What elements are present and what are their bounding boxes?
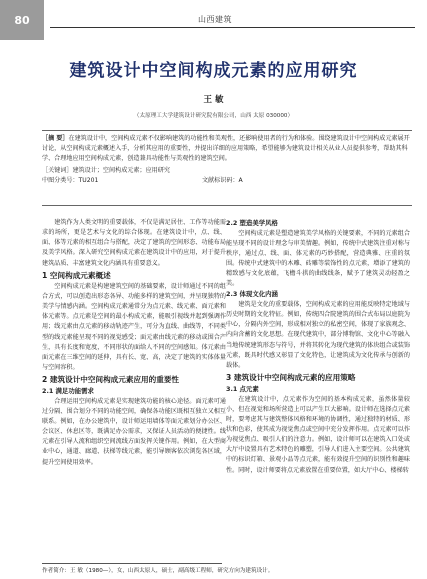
paragraph: 空间构成元素是塑造建筑美学风格的关键要素，不同的元素组合能呈现不同的设计理念与审美情趣。例如，传统中式建筑注重对称与秩序，通过点、线、面、体元素的巧妙搭配，营造典雅、庄重的氛围。传统中式建筑中的木雕、砖雕等装饰性的点元素，增添了建筑的精致感与文化底蕴，飞檐斗拱的曲线线条，赋予了建筑灵动轻盈之美。 <box>226 229 410 288</box>
abstract-label: ［摘 要］ <box>42 135 69 142</box>
subsection-heading: 2.3 体现文化内涵 <box>226 290 278 299</box>
document-code: 文献标识码：A <box>202 177 243 184</box>
header-rule <box>50 27 415 28</box>
abstract-text: 在建筑设计中，空间构成元素不仅影响建筑的功能性和美观性，还影响使用者的行为和体验。围绕建筑设计中空间构成元素展开讨论，从空间构成元素概述入手，分析其应用的重要性，并提出详细的应用策略，希望能够为建筑设计相关从业人员提供参考，帮助其科学、合理地应用空间构成元素，创造兼具功能性与美观性的建筑空间。 <box>42 135 410 162</box>
section-heading: 1 空间构成元素概述 <box>42 270 111 280</box>
subsection-heading: 2.2 塑造美学风格 <box>226 219 278 227</box>
paragraph: 空间构成元素是构建建筑空间的基础要素，设计师通过不同的组合方式，可以创造出形态各异、功能多样的建筑空间，并呈现独特的美学与情感内涵。空间构成元素通常分为点元素、线元素、面元素和体元素等。点元素是空间的最小构成元素，能吸引视线并起到强调作用；线元素由点元素的移动轨迹产生，可分为直线、曲线等，不同类型的线元素能呈现不同的视觉感受；面元素由线元素的移动或围合产生，具有长度和宽度，不同形状的面给人不同的空间感知。体元素由面元素在三维空间的延伸，具有长、宽、高，决定了建筑的实体体量与空间容积。 <box>42 282 226 372</box>
section-heading: 3 建筑设计中空间构成元素的应用策略 <box>226 373 356 383</box>
subsection-heading: 2.1 满足功能需求 <box>42 387 94 396</box>
article-title: 建筑设计中空间构成元素的应用研究 <box>69 61 358 81</box>
right-column <box>226 218 410 476</box>
journal-name: 山西建筑 <box>198 15 232 24</box>
author: 王 敏 <box>203 95 224 105</box>
abstract-box <box>42 130 412 206</box>
page-number-box <box>0 0 44 40</box>
clc-code: 中图分类号：TU201 <box>42 177 99 184</box>
left-column <box>42 218 226 468</box>
paragraph: 在建筑设计中，点元素作为空间的基本构成元素，虽然体量较小，但在视觉和场所营造上可以产生巨大影响。设计师在选择点元素时，要考虑其与建筑整体风格和环境的协调性，通过独特的材质、形状和色彩，使其成为视觉焦点或空间中充分发挥作用。点元素可以作为视觉焦点、吸引人们的注意力。例如，设计师可以在建筑入口处或大厅中设置具有艺术特色的雕塑，引导人们进入主要空间。公共建筑中的标识灯箱、景观小品等点元素，能有效提升空间的识别性和趣味性。同时，设计师要将点元素放置在重要位置，如大厅中心、楼梯转 <box>226 395 410 474</box>
abstract <box>42 134 412 164</box>
classification-row <box>42 176 412 186</box>
footnote-rule <box>42 563 222 564</box>
affiliation: （太原理工大学建筑设计研究院有限公司，山西 太原 030000） <box>133 113 294 119</box>
page-number: 80 <box>14 13 30 27</box>
keywords: ［关键词］建筑设计；空间构成元素；应用研究 <box>42 167 170 174</box>
footnote: 作者简介：王 敏（1980—），女，山西太原人，硕士，副高级工程师，研究方向为建筑设计。 <box>42 568 274 574</box>
paragraph: 建筑是文化的重要载体，空间构成元素的应用能反映特定地域与历史时期的文化特征。例如，传统四合院建筑的围合式布局以庭院为中心，分隔内外空间，形成相对独立的私密空间，体现了家族观念、内向含蓄的文化思想。在现代建筑中，部分博物馆、文化中心等融入当地传统建筑形态与符号，并将其转化为现代建筑的体块组合或装饰元素，既具时代感又彰显了文化特色，让建筑成为文化传承与创新的载体。 <box>226 300 410 369</box>
section-heading: 2 建筑设计中空间构成元素应用的重要性 <box>42 375 180 385</box>
subsection-heading: 3.1 点元素 <box>226 385 259 394</box>
paragraph: 建筑作为人类文明的重要载体，不仅是满足居住、工作等功能需求的场所，更是艺术与文化的综合体现。在建筑设计中，点、线、面、体等元素的相互组合与搭配，决定了建筑的空间形态、功能布局及美学风格。深入研究空间构成元素在建筑设计中的应用，对于提升建筑品质、丰富建筑文化内涵具有重要意义。 <box>42 219 226 267</box>
paragraph: 合理运用空间构成元素是实现建筑功能的核心途径。面元素可通过分隔、围合划分不同的功能空间，确保各功能区既相互独立又相互联系。例如，在办公建筑中，设计师运用墙体等面元素划分办公区、会议区、休息区等，既满足办公需求，又保证人员活动的便捷性。线元素在引导人流和组织空间流线方面发挥关键作用。例如，在大型商业中心，通道、廊道、扶梯等线元素，能引导顾客依次浏览各区域，提升空间使用效率。 <box>42 397 226 466</box>
